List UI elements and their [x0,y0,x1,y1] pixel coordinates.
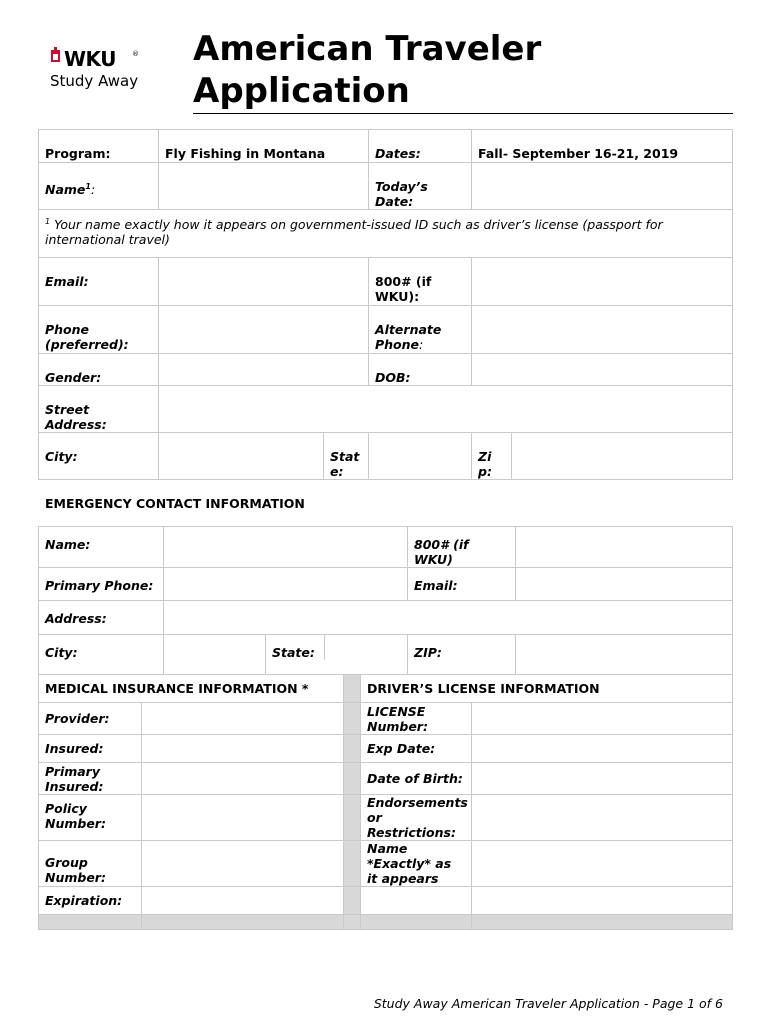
em-name-field[interactable] [164,527,408,568]
divider-column [344,841,361,887]
section-heading-row [39,675,733,703]
em-primary-phone-field[interactable] [164,568,408,601]
street-row [39,386,733,433]
em-address-row [39,601,733,635]
shaded-cell [39,915,142,930]
divider-column [344,675,361,703]
divider-column [344,735,361,763]
blank-cell [361,887,472,915]
license-name-label: Name *Exactly* as it appears [361,841,472,887]
footnote-text: Your name exactly how it appears on government-issued ID such as driver’s license (passport for international travel) [45,217,663,248]
city-label: City: [39,433,159,480]
em-email-field[interactable] [516,568,733,601]
em-wku800-label: 800# (if WKU) [408,527,516,568]
em-address-field[interactable] [164,601,733,635]
gender-field[interactable] [159,354,369,386]
dob-label: DOB: [369,354,472,386]
insurance-heading: MEDICAL INSURANCE INFORMATION * [39,675,344,703]
logo-subtitle: Study Away [50,72,139,90]
wku800-label: 800# (if WKU): [369,258,472,306]
shaded-cell [344,915,361,930]
primary-insured-field[interactable] [142,763,344,795]
phone-field[interactable] [159,306,369,354]
license-number-label: LICENSE Number: [361,703,472,735]
em-state-label: State: [266,635,325,660]
footnote-mark: 1 [45,217,51,226]
policy-field[interactable] [142,795,344,841]
todays-date-label: Today’s Date: [369,163,472,210]
divider-column [344,795,361,841]
policy-label: Policy Number: [39,795,142,841]
shaded-cell [472,915,733,930]
primary-insured-row [39,763,733,795]
emergency-contact-table [38,526,733,675]
shaded-footer-row [39,915,733,930]
program-value: Fly Fishing in Montana [159,130,369,163]
phone-row [39,306,733,354]
page-title-line-2: Application [193,71,410,111]
em-wku800-field[interactable] [516,527,733,568]
alt-phone-label-colon: : [419,337,424,352]
wku-study-away-logo [50,46,140,96]
em-primary-phone-label: Primary Phone: [39,568,164,601]
exp-date-field[interactable] [472,735,733,763]
expiration-label: Expiration: [39,887,142,915]
alt-phone-field[interactable] [472,306,733,354]
state-label: State: [324,433,369,480]
em-zip-field[interactable] [516,635,733,675]
zip-label: Zip: [472,433,512,480]
page-title [193,28,541,112]
gender-row [39,354,733,386]
em-phone-row [39,568,733,601]
page-title-line-1: American Traveler [193,29,542,69]
logo-registered-mark: ® [132,50,139,58]
divider-column [344,703,361,735]
email-label: Email: [39,258,159,306]
email-row [39,258,733,306]
em-name-row [39,527,733,568]
dates-value: Fall- September 16-21, 2019 [472,130,733,163]
endorsements-label: Endorsements or Restrictions: [361,795,472,841]
title-underline [193,113,733,114]
expiration-field[interactable] [142,887,344,915]
emergency-heading: EMERGENCY CONTACT INFORMATION [45,496,305,511]
dob-field[interactable] [472,354,733,386]
name-label-text: Name [45,182,86,198]
group-row [39,841,733,887]
blank-cell [472,887,733,915]
group-field[interactable] [142,841,344,887]
divider-column [344,763,361,795]
footnote-row [39,210,733,258]
name-label-colon: : [90,182,96,198]
state-field[interactable] [369,433,472,480]
zip-field[interactable] [512,433,733,480]
provider-label: Provider: [39,703,142,735]
license-dob-label: Date of Birth: [361,763,472,795]
name-footnote [39,210,733,258]
provider-field[interactable] [142,703,344,735]
shaded-cell [142,915,344,930]
name-footnote-mark: 1 [85,182,91,191]
insured-field[interactable] [142,735,344,763]
page-footer: Study Away American Traveler Application - Page 1 of 6 [373,996,723,1011]
personal-info-table [38,129,733,480]
provider-row [39,703,733,735]
expiration-row [39,887,733,915]
street-label: Street Address: [39,386,159,433]
gender-label: Gender: [39,354,159,386]
todays-date-field[interactable] [472,163,733,210]
divider-column [344,887,361,915]
em-name-label: Name: [39,527,164,568]
alt-phone-label [369,306,472,354]
em-state-cell [266,635,408,675]
license-number-field[interactable] [472,703,733,735]
shaded-cell [361,915,472,930]
em-city-field[interactable] [164,635,266,675]
email-field[interactable] [159,258,369,306]
name-label [39,163,159,210]
insured-row [39,735,733,763]
street-field[interactable] [159,386,733,433]
em-email-label: Email: [408,568,516,601]
name-field[interactable] [159,163,369,210]
endorsements-field[interactable] [472,795,733,841]
group-label: Group Number: [39,841,142,887]
insurance-license-table [38,674,733,930]
dates-label: Dates: [369,130,472,163]
name-row [39,163,733,210]
em-state-field[interactable] [325,635,407,660]
license-name-field[interactable] [472,841,733,887]
program-row [39,130,733,163]
logo-brand: WKU [64,47,116,71]
insured-label: Insured: [39,735,142,763]
exp-date-label: Exp Date: [361,735,472,763]
policy-row [39,795,733,841]
license-dob-field[interactable] [472,763,733,795]
em-city-label: City: [39,635,164,675]
license-heading: DRIVER’S LICENSE INFORMATION [361,675,733,703]
em-city-row [39,635,733,675]
wku800-field[interactable] [472,258,733,306]
program-label: Program: [39,130,159,163]
alt-phone-label-text: Alternate Phone [375,322,442,352]
city-field[interactable] [159,433,324,480]
phone-label: Phone (preferred): [39,306,159,354]
em-zip-label: ZIP: [408,635,516,675]
em-address-label: Address: [39,601,164,635]
primary-insured-label: Primary Insured: [39,763,142,795]
city-row [39,433,733,480]
